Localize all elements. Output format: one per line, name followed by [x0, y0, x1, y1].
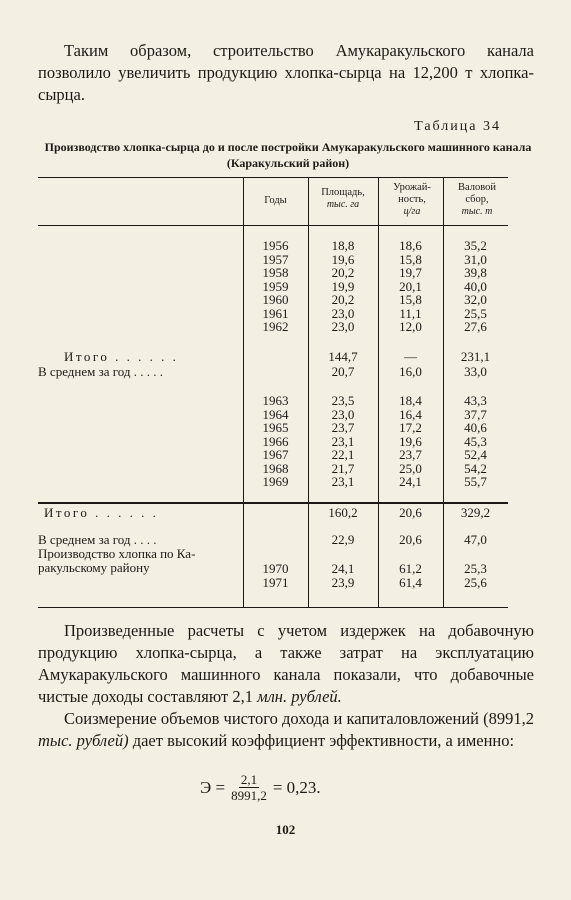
header-gross-unit: тыс. т [461, 206, 493, 217]
table-cell: 23,7 [399, 447, 422, 462]
table-cell: 11,1 [399, 305, 422, 321]
table-cell: 1965 [262, 420, 289, 435]
table-cell: 1971 [262, 574, 289, 590]
table-cell: 17,2 [399, 420, 422, 435]
avg-area-after: 22,9 [331, 532, 355, 547]
table-cell: 25,6 [464, 574, 487, 590]
paragraph-calculations [38, 620, 534, 708]
years-after [243, 394, 308, 489]
table-cell: 25,5 [464, 305, 487, 321]
table-cell: 61,2 [399, 561, 422, 576]
table-cell: 24,1 [331, 561, 355, 576]
total-area-after: 160,2 [328, 505, 358, 520]
table-cell: 37,7 [464, 406, 487, 422]
table-cell: 20,2 [331, 265, 355, 280]
formula-numerator: 2,1 [240, 772, 258, 787]
table-cell: 23,0 [331, 319, 355, 334]
table-cell: 18,8 [331, 238, 355, 253]
header-yield-unit: ц/га [403, 206, 421, 217]
area-before [308, 239, 378, 334]
formula-rhs: = 0,23. [272, 777, 321, 797]
table-cell: 27,6 [464, 319, 487, 334]
avg-yield-before: 16,0 [399, 364, 422, 379]
table-bottom-rule [38, 607, 508, 608]
paragraph-efficiency [38, 708, 534, 752]
table-cell: 1957 [262, 251, 289, 267]
district-label-line1: Производство хлопка по Ка- [38, 546, 196, 561]
table-cell: 1962 [262, 319, 289, 334]
table-cell: 52,4 [464, 447, 487, 462]
table-cell: 18,4 [399, 393, 422, 408]
header-gross [447, 182, 507, 218]
intro-paragraph: Таким образом, строительство Амукаракульского канала позволило увеличить продукцию хлопка-сырца на 12,200 т хлопка-сырца. [38, 41, 534, 104]
total-gross-before: 231,1 [460, 349, 491, 364]
table-cell: 23,0 [331, 305, 355, 321]
table-cell: 25,3 [464, 561, 487, 576]
table-cell: 23,9 [331, 574, 355, 590]
table-cell: 1956 [262, 238, 289, 253]
production-table [38, 177, 508, 608]
yield-before [378, 239, 443, 334]
table-cell: 1969 [262, 474, 289, 489]
efficiency-formula [200, 772, 321, 803]
header-years: Годы [264, 195, 287, 206]
table-cell: 12,0 [399, 319, 422, 334]
avg-gross-before: 33,0 [464, 364, 487, 379]
total-gross-after: 329,2 [460, 505, 491, 520]
header-yield-label: Урожай-ность, [393, 182, 431, 205]
table-cell: 1970 [262, 561, 289, 576]
table-cell: 45,3 [464, 433, 487, 449]
table-cell: 55,7 [464, 474, 487, 489]
table-cell: 23,1 [331, 433, 355, 449]
table-cell: 1959 [262, 278, 289, 294]
table-cell: 31,0 [464, 251, 487, 267]
table-cell: 23,7 [331, 420, 355, 435]
table-cell: 1968 [262, 460, 289, 476]
table-cell: 19,7 [399, 265, 422, 280]
table-cell: 40,0 [464, 278, 487, 294]
header-gross-label: Валовой сбор, [457, 182, 496, 205]
avg-label-before: В среднем за год . . . . . [38, 364, 164, 379]
district-gross [443, 562, 508, 589]
table-cell: 1961 [262, 305, 289, 321]
formula-lhs: Э = [200, 777, 226, 797]
paragraph-efficiency-unit: тыс. рублей) [38, 731, 129, 750]
total-label-before: Итого . . . . . . [64, 349, 179, 364]
paragraph-efficiency-text-a: Соизмерение объемов чистого дохода и капиталовложений (8991,2 [64, 709, 534, 728]
header-area-label: Площадь, [321, 187, 365, 198]
total-label-after: Итого . . . . . . [44, 505, 159, 520]
table-cell: 15,8 [399, 251, 422, 267]
table-cell: 22,1 [331, 447, 355, 462]
gross-after [443, 394, 508, 489]
formula-fraction [231, 772, 267, 803]
table-number: Таблица 34 [414, 119, 501, 134]
district-label [38, 547, 195, 575]
table-cell: 39,8 [464, 265, 487, 280]
district-area [308, 562, 378, 589]
gross-before [443, 239, 508, 334]
formula-denominator: 8991,2 [231, 788, 267, 803]
paragraph-efficiency-text-b: дает высокий коэффициент эффективности, а именно: [132, 731, 515, 750]
table-cell: 32,0 [464, 292, 487, 307]
table-cell: 43,3 [464, 393, 487, 408]
table-title: Производство хлопка-сырца до и после постройки Амукаракульского машинного канала (Каракульский район) [44, 140, 532, 170]
table-cell: 21,7 [331, 460, 355, 476]
district-label-line2: ракульскому району [38, 560, 150, 575]
table-cell: 19,6 [331, 251, 355, 267]
table-cell: 19,9 [331, 278, 355, 294]
table-cell: 1964 [262, 406, 289, 422]
avg-yield-after: 20,6 [399, 532, 422, 547]
header-rule [38, 225, 508, 226]
total-yield-before: — [404, 349, 417, 364]
avg-label-after: В среднем за год . . . . [38, 532, 157, 547]
table-cell: 20,1 [399, 278, 422, 294]
table-cell: 19,6 [399, 433, 422, 449]
area-after [308, 394, 378, 489]
total-area-before: 144,7 [328, 349, 358, 364]
total-yield-after: 20,6 [399, 505, 422, 520]
page-number: 102 [275, 822, 296, 837]
section-rule [38, 502, 508, 504]
table-cell: 1960 [262, 292, 289, 307]
avg-area-before: 20,7 [331, 364, 355, 379]
header-area [308, 187, 378, 211]
header-area-unit: тыс. га [326, 199, 360, 210]
table-cell: 18,6 [399, 238, 422, 253]
table-cell: 16,4 [399, 406, 422, 422]
paragraph-calculations-text: Произведенные расчеты с учетом издержек на добавочную продукцию хлопка-сырца, а также затрат на эксплуатацию Амукаракульского машинного канала показали, что добавочные чистые доходы составляют 2,1 [38, 621, 534, 706]
table-cell: 20,2 [331, 292, 355, 307]
avg-gross-after: 47,0 [464, 532, 487, 547]
paragraph-calculations-unit: млн. рублей. [257, 687, 342, 706]
table-cell: 23,1 [331, 474, 355, 489]
table-cell: 54,2 [464, 460, 487, 476]
district-yield [378, 562, 443, 589]
table-cell: 61,4 [399, 574, 422, 590]
table-cell: 24,1 [399, 474, 422, 489]
table-cell: 40,6 [464, 420, 487, 435]
header-yield [384, 182, 440, 218]
table-top-rule [38, 177, 508, 178]
table-cell: 25,0 [399, 460, 422, 476]
years-before [243, 239, 308, 334]
district-years [243, 562, 308, 589]
yield-after [378, 394, 443, 489]
table-cell: 15,8 [399, 292, 422, 307]
table-cell: 1966 [262, 433, 289, 449]
table-cell: 1963 [262, 393, 289, 408]
table-cell: 1967 [262, 447, 289, 462]
table-cell: 23,5 [331, 393, 355, 408]
table-cell: 35,2 [464, 238, 487, 253]
table-cell: 1958 [262, 265, 289, 280]
table-cell: 23,0 [331, 406, 355, 422]
